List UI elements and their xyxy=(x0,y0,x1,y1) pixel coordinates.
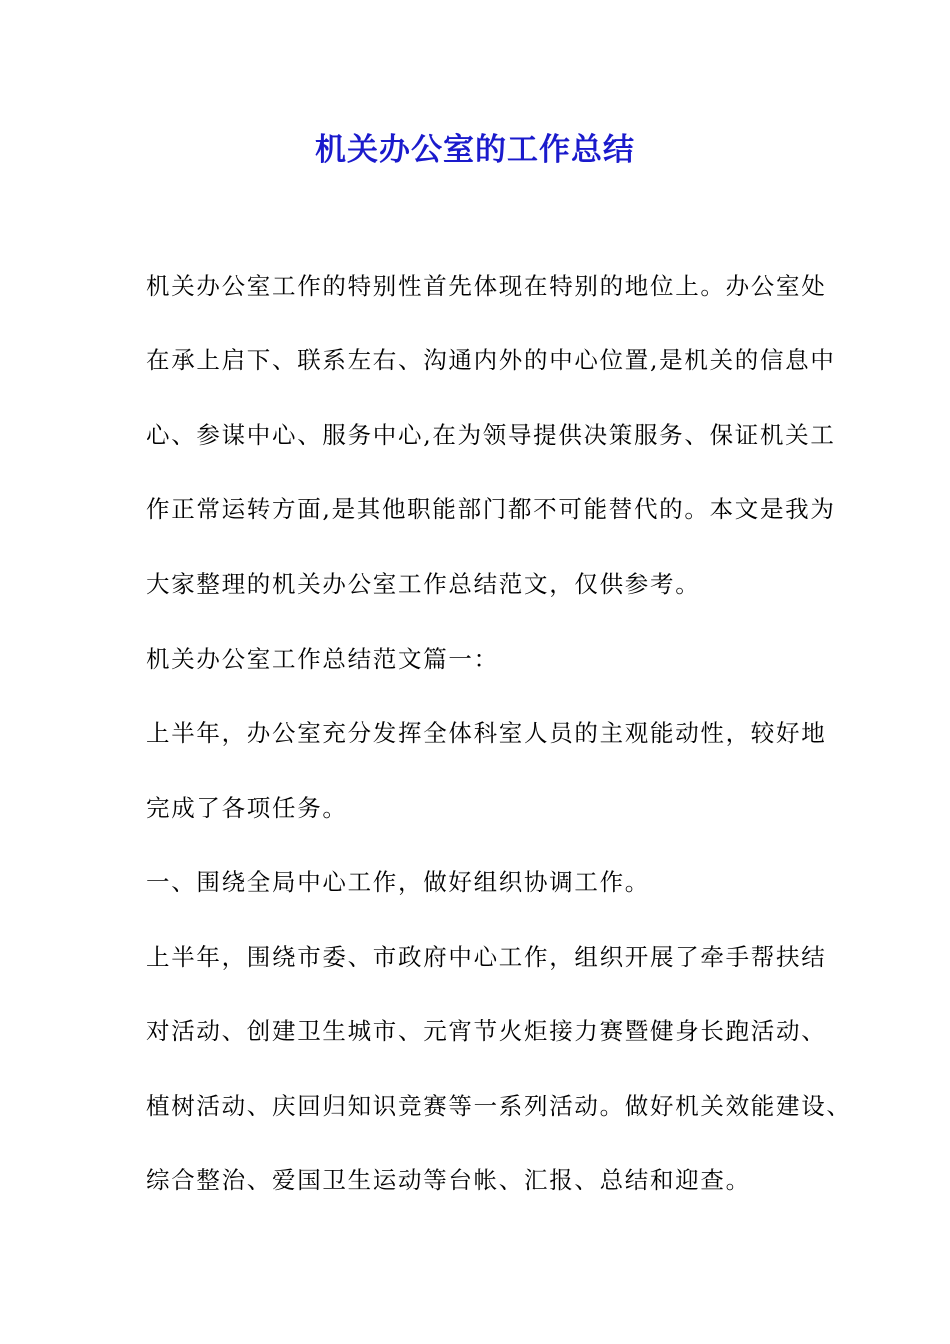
text-line-7: 上半年，办公室充分发挥全体科室人员的主观能动性，较好地 xyxy=(146,719,827,747)
document-title: 机关办公室的工作总结 xyxy=(315,132,635,168)
text-line-11: 对活动、创建卫生城市、元宵节火炬接力赛暨健身长跑活动、 xyxy=(146,1017,827,1045)
text-line-12: 植树活动、庆回归知识竞赛等一系列活动。做好机关效能建设、 xyxy=(146,1092,852,1120)
text-line-5: 大家整理的机关办公室工作总结范文，仅供参考。 xyxy=(146,570,701,598)
text-line-3: 心、参谋中心、服务中心,在为领导提供决策服务、保证机关工 xyxy=(146,421,836,449)
section-heading-1: 机关办公室工作总结范文篇一： xyxy=(146,645,499,673)
section-heading-2: 一、围绕全局中心工作，做好组织协调工作。 xyxy=(146,868,650,896)
text-line-13: 综合整治、爱国卫生运动等台帐、汇报、总结和迎查。 xyxy=(146,1166,751,1194)
text-line-4: 作正常运转方面,是其他职能部门都不可能替代的。本文是我为 xyxy=(146,495,836,523)
text-line-1: 机关办公室工作的特别性首先体现在特别的地位上。办公室处 xyxy=(146,272,827,300)
text-line-2: 在承上启下、联系左右、沟通内外的中心位置,是机关的信息中 xyxy=(146,346,836,374)
text-line-8: 完成了各项任务。 xyxy=(146,794,348,822)
text-line-10: 上半年，围绕市委、市政府中心工作，组织开展了牵手帮扶结 xyxy=(146,943,827,971)
